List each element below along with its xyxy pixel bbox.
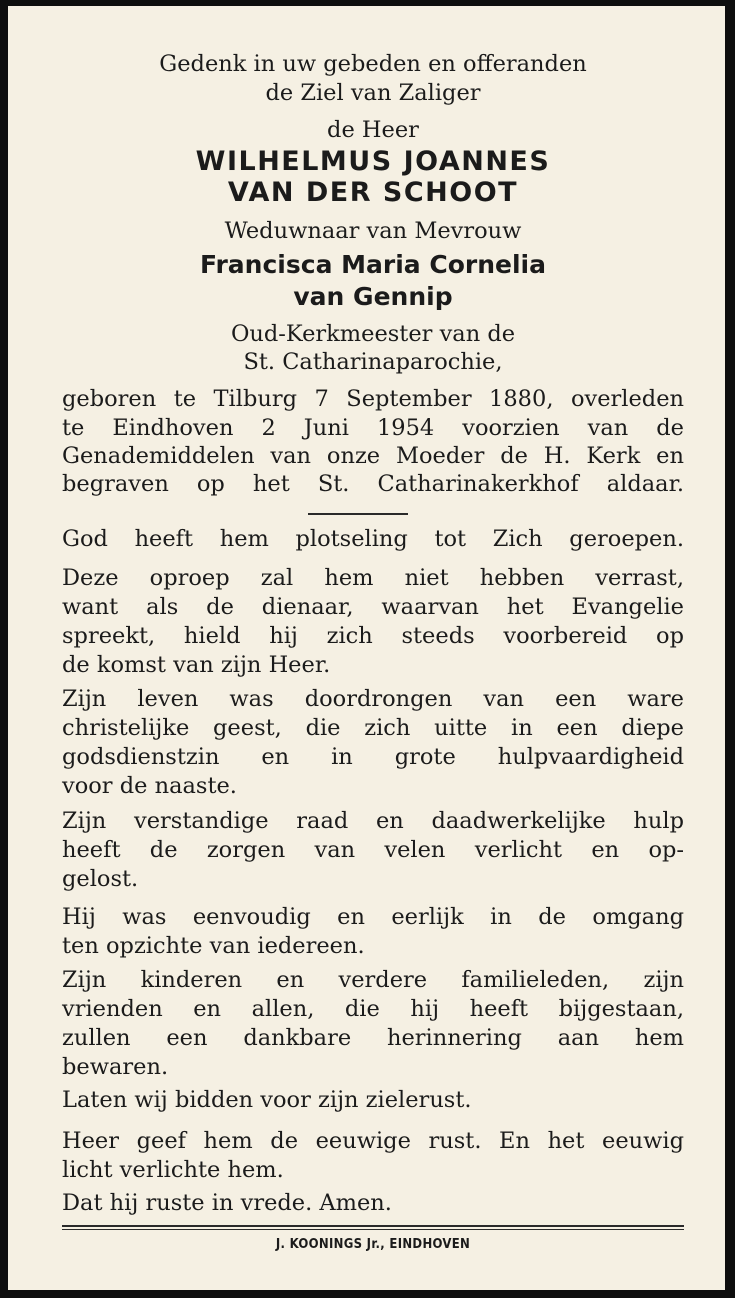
role-line: Oud-Kerkmeester van de <box>230 321 516 347</box>
wife-name: van Gennip <box>293 282 453 311</box>
paragraph-line: Heer geef hem de eeuwige rust. En het eeuwig <box>62 1128 684 1154</box>
intro-line: de Heer <box>327 117 419 143</box>
paragraph-line: Dat hij ruste in vrede. Amen. <box>62 1190 392 1216</box>
paragraph-line: bewaren. <box>62 1054 169 1080</box>
paragraph-line: zullen een dankbare herinnering aan hem <box>62 1025 684 1051</box>
paragraph-line: God heeft hem plotseling tot Zich geroepen. <box>62 526 684 552</box>
printer-imprint: J. KOONINGS Jr., EINDHOVEN <box>275 1237 471 1252</box>
paragraph-line: licht verlichte hem. <box>62 1157 284 1183</box>
paragraph-line: godsdienstzin en in grote hulpvaardigheid <box>62 744 684 770</box>
birth-death-line: Genademiddelen van onze Moeder de H. Kerk en <box>62 443 684 469</box>
paragraph-line: de komst van zijn Heer. <box>62 652 331 678</box>
paragraph-line: christelijke geest, die zich uitte in een diepe <box>62 715 684 741</box>
paragraph-line: Zijn kinderen en verdere familieleden, zijn <box>62 967 684 993</box>
paragraph-line: vrienden en allen, die hij heeft bijgestaan, <box>62 996 684 1022</box>
deceased-name: VAN DER SCHOOT <box>227 177 519 208</box>
paragraph-line: Deze oproep zal hem niet hebben verrast, <box>62 565 684 591</box>
paragraph-line: voor de naaste. <box>62 773 237 799</box>
wife-name: Francisca Maria Cornelia <box>200 250 546 279</box>
paragraph-line: heeft de zorgen van velen verlicht en op- <box>62 837 684 863</box>
paragraph-line: Zijn leven was doordrongen van een ware <box>62 686 684 712</box>
intro-line: de Ziel van Zaliger <box>265 80 481 106</box>
paragraph-line: spreekt, hield hij zich steeds voorbereid op <box>62 623 684 649</box>
birth-death-line: geboren te Tilburg 7 September 1880, overleden <box>62 386 684 412</box>
widower-label: Weduwnaar van Mevrouw <box>224 218 522 244</box>
footer-rule <box>62 1229 684 1230</box>
paragraph-line: ten opzichte van iedereen. <box>62 933 365 959</box>
paragraph-line: Laten wij bidden voor zijn zielerust. <box>62 1087 472 1113</box>
intro-line: Gedenk in uw gebeden en offeranden <box>159 51 587 77</box>
deceased-name: WILHELMUS JOANNES <box>195 146 551 177</box>
role-line: St. Catharinaparochie, <box>243 349 503 375</box>
memorial-card <box>8 6 725 1290</box>
paragraph-line: want als de dienaar, waarvan het Evangelie <box>62 594 684 620</box>
birth-death-line: begraven op het St. Catharinakerkhof aldaar. <box>62 471 684 497</box>
paragraph-line: gelost. <box>62 866 139 892</box>
birth-death-line: te Eindhoven 2 Juni 1954 voorzien van de <box>62 415 684 441</box>
short-divider <box>308 513 408 515</box>
paragraph-line: Zijn verstandige raad en daadwerkelijke hulp <box>62 808 684 834</box>
paragraph-line: Hij was eenvoudig en eerlijk in de omgang <box>62 904 684 930</box>
footer-rule <box>62 1225 684 1227</box>
